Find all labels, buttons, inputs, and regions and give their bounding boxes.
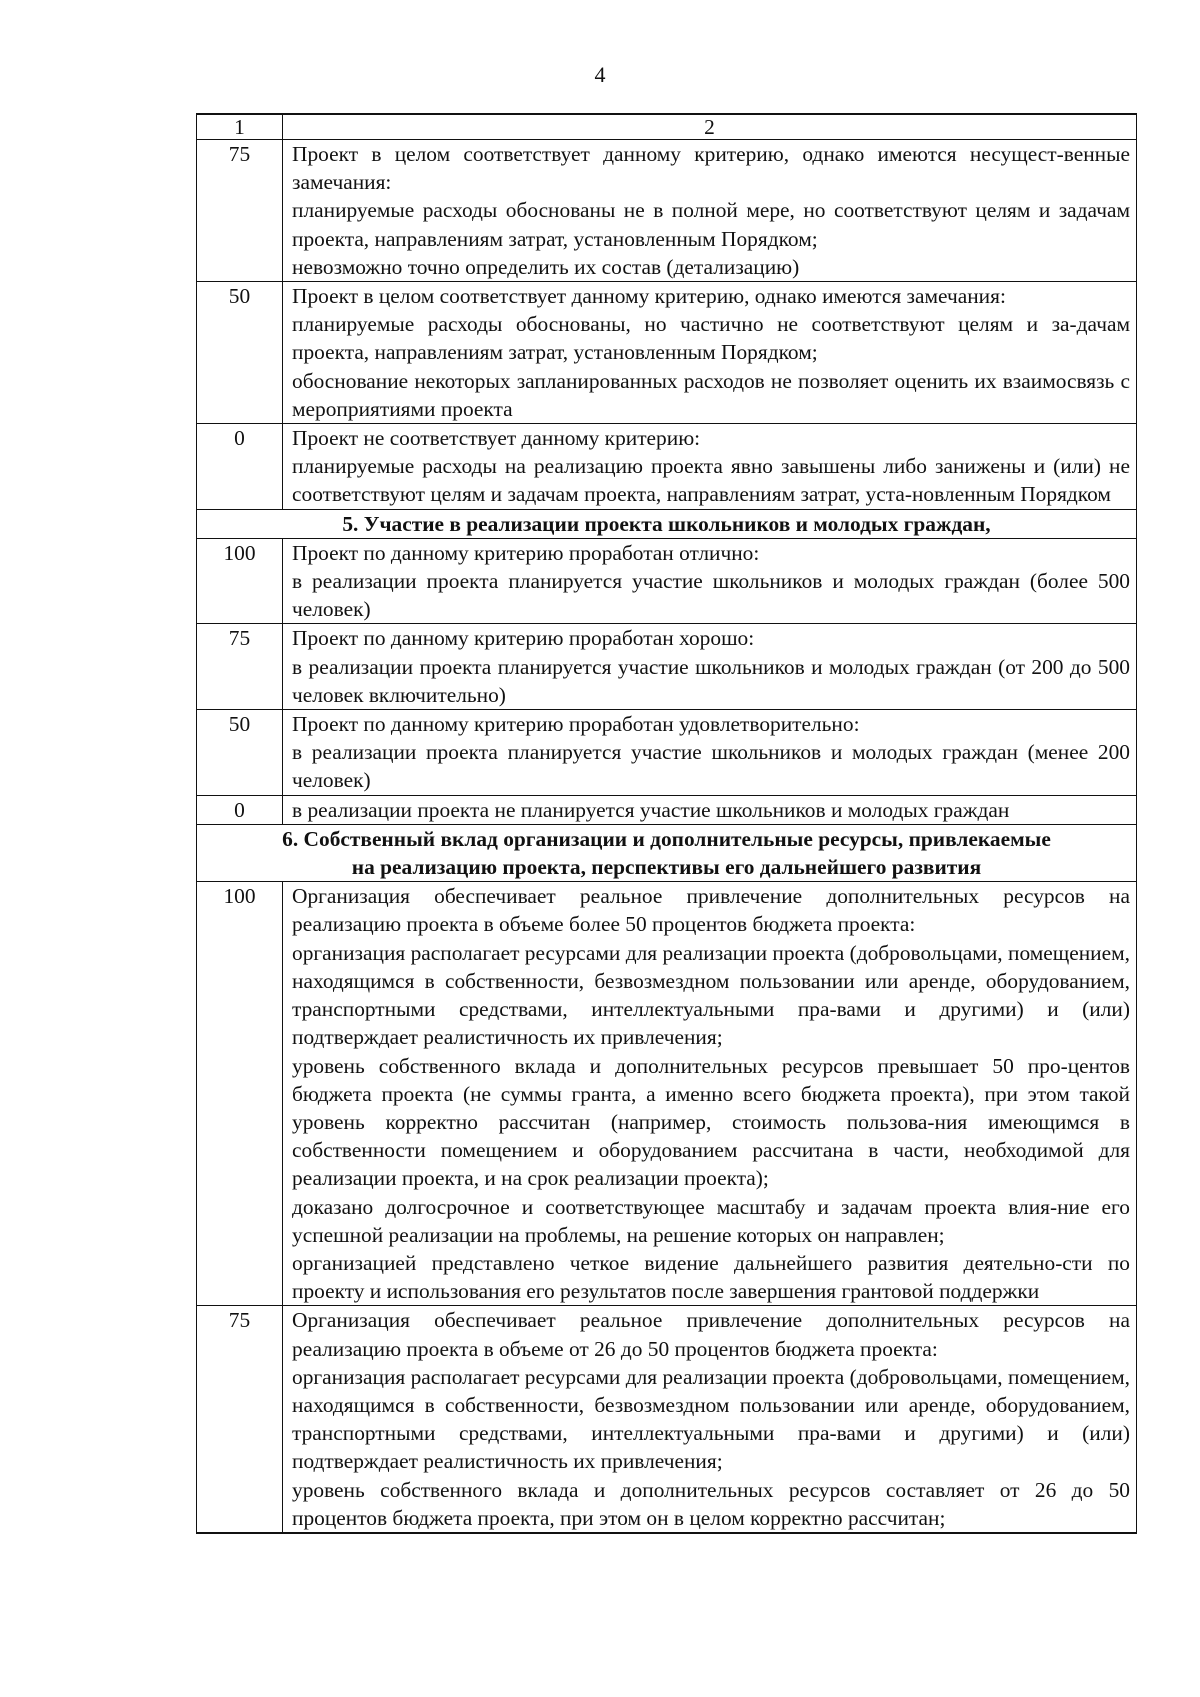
description-cell	[283, 624, 1137, 710]
description-paragraph: организация располагает ресурсами для реализации проекта (добровольцами, помещением, находящимся в собственности, безвозмездном пользовании или аренде, оборудованием, транспортными средствами, интеллектуальными пра-вами и другими) и (или) подтверждает реалистичность их привлечения;	[292, 1364, 1130, 1474]
criteria-row	[197, 538, 1137, 624]
criteria-row	[197, 424, 1137, 510]
section-heading	[197, 824, 1137, 881]
description-paragraph: обоснование некоторых запланированных расходов не позволяет оценить их взаимосвязь с мероприятиями проекта	[292, 368, 1130, 421]
description-cell	[283, 424, 1137, 510]
description-paragraph: уровень собственного вклада и дополнительных ресурсов составляет от 26 до 50 процентов бюджета проекта, при этом он в целом корректно рассчитан;	[292, 1477, 1130, 1530]
description-paragraph: в реализации проекта планируется участие школьников и молодых граждан (более 500 человек)	[292, 569, 1130, 622]
description-paragraph: уровень собственного вклада и дополнительных ресурсов превышает 50 про-центов бюджета проекта (не суммы гранта, а именно всего бюджета проекта), при этом такой уровень корректно рассчитан (например, стоимость пользова-ния имеющимся в собственности помещением и оборудованием рассчитана в части, необходимой для реализации проекта, и на срок реализации проекта);	[292, 1053, 1130, 1191]
column-header-score: 1	[197, 114, 283, 140]
criteria-row	[197, 795, 1137, 824]
description-cell	[283, 882, 1137, 1306]
table-body	[197, 114, 1137, 1533]
criteria-row	[197, 882, 1137, 1306]
description-paragraph: Проект не соответствует данному критерию:	[292, 426, 701, 451]
score-cell: 50	[197, 710, 283, 796]
section-heading	[197, 509, 1137, 538]
description-paragraph: невозможно точно определить их состав (детализацию)	[292, 254, 800, 279]
description-paragraph: в реализации проекта планируется участие школьников и молодых граждан (от 200 до 500 человек включительно)	[292, 654, 1130, 707]
description-paragraph: доказано долгосрочное и соответствующее масштабу и задачам проекта влия-ние его успешной реализации на проблемы, на решение которых он направлен;	[292, 1194, 1130, 1247]
description-paragraph: в реализации проекта не планируется участие школьников и молодых граждан	[292, 797, 1010, 822]
description-cell	[283, 140, 1137, 282]
description-cell	[283, 282, 1137, 424]
page-number: 4	[594, 62, 606, 87]
criteria-row	[197, 282, 1137, 424]
score-cell: 100	[197, 882, 283, 1306]
description-paragraph: планируемые расходы на реализацию проекта явно завышены либо занижены и (или) не соответствуют целям и задачам проекта, направлениям затрат, уста-новленным Порядком	[292, 454, 1130, 507]
criteria-row	[197, 710, 1137, 796]
score-cell: 0	[197, 795, 283, 824]
description-paragraph: планируемые расходы обоснованы не в полной мере, но соответствуют целям и задачам проекта, направлениям затрат, установленным Порядком;	[292, 198, 1130, 251]
section-heading-line: 5. Участие в реализации проекта школьников и молодых граждан,	[342, 511, 991, 536]
score-cell: 0	[197, 424, 283, 510]
score-cell: 75	[197, 624, 283, 710]
description-cell	[283, 538, 1137, 624]
description-paragraph: Организация обеспечивает реальное привлечение дополнительных ресурсов на реализацию проекта в объеме от 26 до 50 процентов бюджета проекта:	[292, 1308, 1130, 1361]
description-paragraph: Организация обеспечивает реальное привлечение дополнительных ресурсов на реализацию проекта в объеме более 50 процентов бюджета проекта:	[292, 884, 1130, 937]
description-paragraph: организацией представлено четкое видение дальнейшего развития деятельно-сти по проекту и использования его результатов после завершения грантовой поддержки	[292, 1250, 1130, 1304]
table-header-row	[197, 114, 1137, 140]
section-heading-row	[197, 509, 1137, 538]
description-cell	[283, 1306, 1137, 1533]
description-cell	[283, 795, 1137, 824]
description-paragraph: планируемые расходы обоснованы, но частично не соответствуют целям и за-дачам проекта, направлениям затрат, установленным Порядком;	[292, 312, 1130, 365]
description-paragraph: Проект по данному критерию проработан хорошо:	[292, 626, 755, 651]
criteria-table	[196, 113, 1137, 1534]
column-header-description: 2	[283, 114, 1137, 140]
score-cell: 50	[197, 282, 283, 424]
description-paragraph: Проект по данному критерию проработан удовлетворительно:	[292, 712, 860, 737]
criteria-row	[197, 624, 1137, 710]
description-paragraph: в реализации проекта планируется участие школьников и молодых граждан (менее 200 человек)	[292, 740, 1130, 793]
section-heading-line: 6. Собственный вклад организации и дополнительные ресурсы, привлекаемые	[282, 826, 1051, 851]
criteria-row	[197, 1306, 1137, 1533]
section-heading-line: на реализацию проекта, перспективы его дальнейшего развития	[351, 855, 982, 880]
description-paragraph: Проект в целом соответствует данному критерию, однако имеются замечания:	[292, 284, 1006, 309]
score-cell: 75	[197, 1306, 283, 1533]
description-cell	[283, 710, 1137, 796]
score-cell: 75	[197, 140, 283, 282]
description-paragraph: Проект в целом соответствует данному критерию, однако имеются несущест-венные замечания:	[292, 142, 1130, 195]
score-cell: 100	[197, 538, 283, 624]
criteria-row	[197, 140, 1137, 282]
description-paragraph: организация располагает ресурсами для реализации проекта (добровольцами, помещением, находящимся в собственности, безвозмездном пользовании или аренде, оборудованием, транспортными средствами, интеллектуальными пра-вами и другими) и (или) подтверждает реалистичность их привлечения;	[292, 940, 1130, 1050]
section-heading-row	[197, 824, 1137, 881]
description-paragraph: Проект по данному критерию проработан отлично:	[292, 540, 760, 565]
